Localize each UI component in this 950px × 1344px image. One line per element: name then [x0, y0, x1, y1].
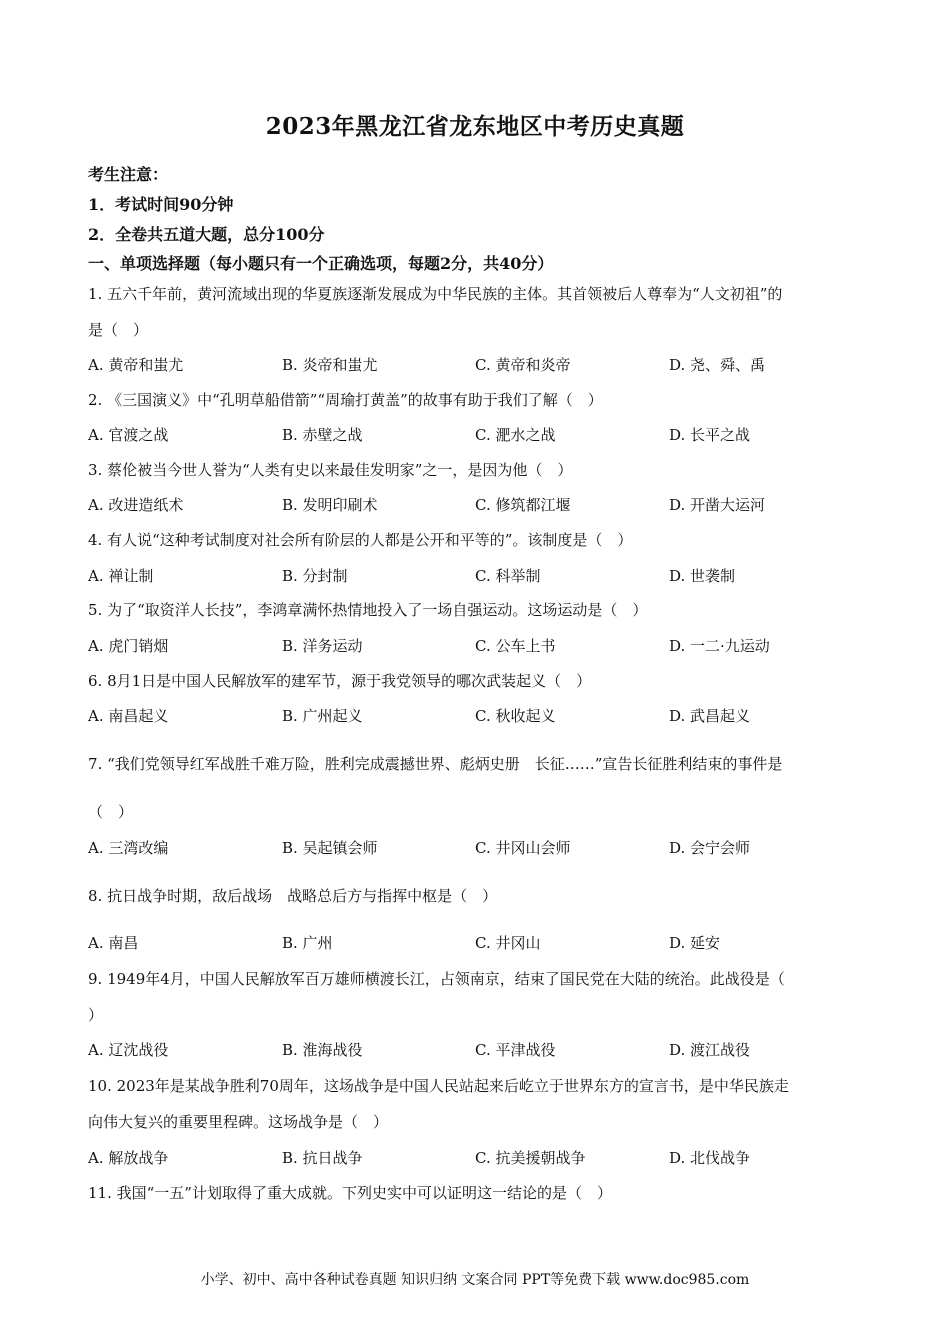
option-a: A. 官渡之战 — [88, 426, 169, 444]
option-a: A. 南昌 — [88, 934, 139, 952]
option-d: D. 尧、舜、禹 — [669, 356, 766, 374]
question-text: 5. 为了“取资洋人长技”，李鸿章满怀热情地投入了一场自强运动。这场运动是（ ） — [88, 601, 648, 619]
question-text: （ ） — [88, 803, 134, 821]
option-row — [88, 932, 868, 954]
option-b: B. 吴起镇会师 — [282, 839, 378, 857]
question-text: 6. 8月1日是中国人民解放军的建军节，源于我党领导的哪次武装起义（ ） — [88, 672, 592, 690]
option-b: B. 广州起义 — [282, 707, 363, 725]
question-text: 11. 我国“一五”计划取得了重大成就。下列史实中可以证明这一结论的是（ ） — [88, 1184, 612, 1202]
option-a: A. 辽沈战役 — [88, 1041, 169, 1059]
option-c: C. 公车上书 — [475, 637, 556, 655]
option-d: D. 武昌起义 — [669, 707, 751, 725]
option-a: A. 三湾改编 — [88, 839, 169, 857]
option-d: D. 延安 — [669, 934, 721, 952]
option-c: C. 秋收起义 — [475, 707, 556, 725]
option-a: A. 改进造纸术 — [88, 496, 184, 514]
page-footer: 小学、初中、高中各种试卷真题 知识归纳 文案合同 PPT等免费下载 www.doc985.com — [200, 1272, 750, 1288]
page-title: 2023年黑龙江省龙东地区中考历史真题 — [265, 113, 685, 140]
notice-heading: 考生注意： — [88, 165, 169, 184]
option-b: B. 赤壁之战 — [282, 426, 363, 444]
option-a: A. 黄帝和蚩尤 — [88, 356, 184, 374]
option-c: C. 井冈山 — [475, 934, 541, 952]
option-row — [88, 635, 868, 657]
question-text: 7. “我们党领导红军战胜千难万险，胜利完成震撼世界、彪炳史册 长征……”宣告长征胜利结束的事件是 — [88, 755, 783, 773]
option-b: B. 抗日战争 — [282, 1149, 363, 1167]
option-d: D. 开凿大运河 — [669, 496, 766, 514]
option-b: B. 发明印刷术 — [282, 496, 378, 514]
option-row — [88, 565, 868, 587]
question-text: 是（ ） — [88, 321, 149, 339]
question-text: 向伟大复兴的重要里程碑。这场战争是（ ） — [88, 1113, 389, 1131]
option-row — [88, 837, 868, 859]
option-c: C. 抗美援朝战争 — [475, 1149, 586, 1167]
option-d: D. 长平之战 — [669, 426, 751, 444]
option-c: C. 井冈山会师 — [475, 839, 571, 857]
option-d: D. 世袭制 — [669, 567, 736, 585]
option-row — [88, 1039, 868, 1061]
notice-item: 2．全卷共五道大题，总分100分 — [88, 225, 325, 244]
option-c: C. 修筑都江堰 — [475, 496, 571, 514]
option-a: A. 虎门销烟 — [88, 637, 169, 655]
question-text: ） — [88, 1006, 104, 1024]
section-heading: 一、单项选择题（每小题只有一个正确选项，每题2分，共40分） — [88, 254, 554, 273]
option-row — [88, 705, 868, 727]
option-row — [88, 494, 868, 516]
question-text: 10. 2023年是某战争胜利70周年，这场战争是中国人民站起来后屹立于世界东方的宣言书，是中华民族走 — [88, 1077, 789, 1095]
option-a: A. 南昌起义 — [88, 707, 169, 725]
option-d: D. 会宁会师 — [669, 839, 751, 857]
option-row — [88, 424, 868, 446]
option-d: D. 一二·九运动 — [669, 637, 770, 655]
option-a: A. 禅让制 — [88, 567, 154, 585]
question-text: 9. 1949年4月，中国人民解放军百万雄师横渡长江，占领南京，结束了国民党在大陆的统治。此战役是（ — [88, 970, 785, 988]
question-text: 8. 抗日战争时期，敌后战场 战略总后方与指挥中枢是（ ） — [88, 887, 498, 905]
option-c: C. 黄帝和炎帝 — [475, 356, 571, 374]
option-b: B. 广州 — [282, 934, 333, 952]
option-a: A. 解放战争 — [88, 1149, 169, 1167]
notice-item: 1．考试时间90分钟 — [88, 195, 234, 214]
option-row — [88, 1147, 868, 1169]
option-b: B. 洋务运动 — [282, 637, 363, 655]
option-b: B. 淮海战役 — [282, 1041, 363, 1059]
question-text: 3. 蔡伦被当今世人誉为“人类有史以来最佳发明家”之一，是因为他（ ） — [88, 461, 573, 479]
option-c: C. 科举制 — [475, 567, 541, 585]
option-b: B. 分封制 — [282, 567, 348, 585]
option-d: D. 北伐战争 — [669, 1149, 751, 1167]
option-c: C. 平津战役 — [475, 1041, 556, 1059]
question-text: 1. 五六千年前，黄河流域出现的华夏族逐渐发展成为中华民族的主体。其首领被后人尊奉为“人文初祖”的 — [88, 285, 783, 303]
option-c: C. 淝水之战 — [475, 426, 556, 444]
question-text: 2. 《三国演义》中“孔明草船借箭”“周瑜打黄盖”的故事有助于我们了解（ ） — [88, 391, 603, 409]
question-text: 4. 有人说“这种考试制度对社会所有阶层的人都是公开和平等的”。该制度是（ ） — [88, 531, 633, 549]
option-row — [88, 354, 868, 376]
option-d: D. 渡江战役 — [669, 1041, 751, 1059]
option-b: B. 炎帝和蚩尤 — [282, 356, 378, 374]
